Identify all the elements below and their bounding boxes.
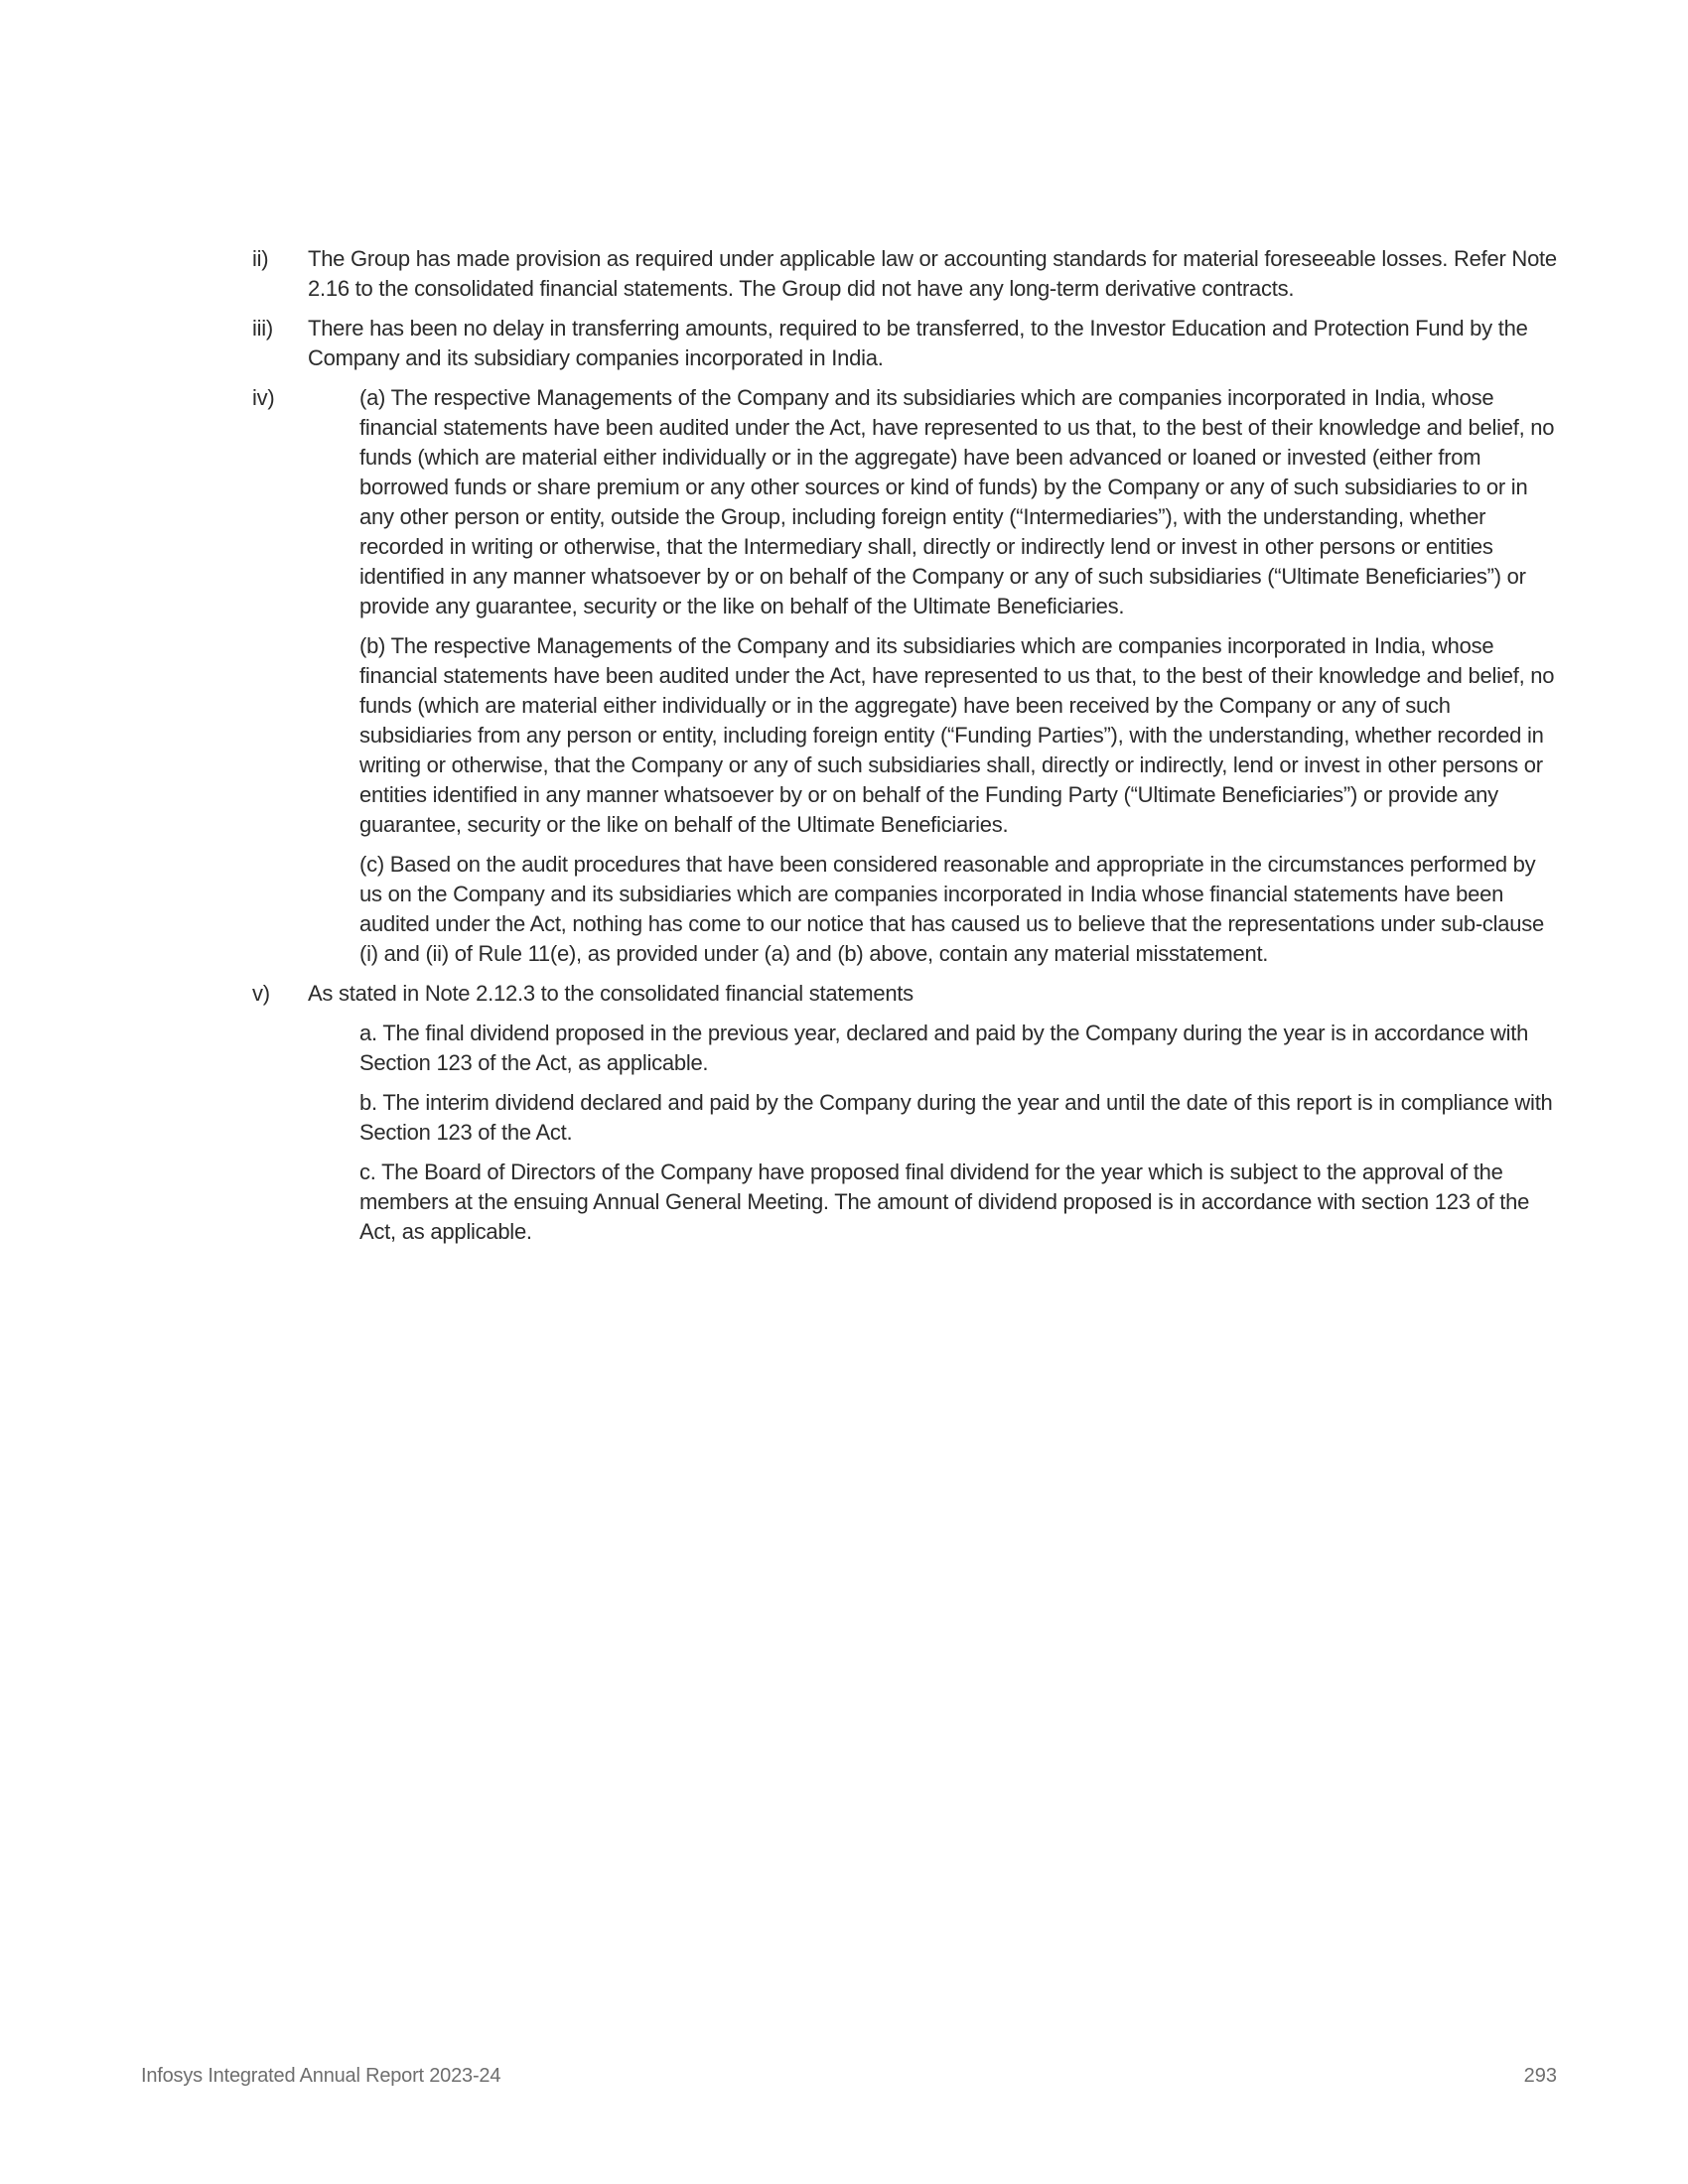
footer-page-number: 293 [1523,2065,1557,2087]
sub-clause-a: (a) The respective Managements of the Company and its subsidiaries which are companies incorporated in India, whose financial statements have been audited under the Act, have represented to us that, to the best of their knowledge and belief, no funds (which are material either individually or in the aggregate) have been advanced or loaned or invested (either from borrowed funds or share premium or any other sources or kind of funds) by the Company or any of such subsidiaries to or in any other person or entity, outside the Group, including foreign entity (“Intermediaries”), with the understanding, whether recorded in writing or otherwise, that the Intermediary shall, directly or indirectly lend or invest in other persons or entities identified in any manner whatsoever by or on behalf of the Company or any of such subsidiaries (“Ultimate Beneficiaries”) or provide any guarantee, security or the like on behalf of the Ultimate Beneficiaries. [359,385,1555,618]
clause-v [252,979,1559,1247]
sub-clause-a: a. The final dividend proposed in the previous year, declared and paid by the Company during the year is in accordance with Section 123 of the Act, as applicable. [359,1021,1529,1075]
sub-clause-c: (c) Based on the audit procedures that have been considered reasonable and appropriate in the circumstances performed by us on the Company and its subsidiaries which are companies incorporated in India whose financial statements have been audited under the Act, nothing has come to our notice that has caused us to believe that the representations under sub-clause (i) and (ii) of Rule 11(e), as provided under (a) and (b) above, contain any material misstatement. [359,852,1544,966]
sub-clause-b: (b) The respective Managements of the Company and its subsidiaries which are companies incorporated in India, whose financial statements have been audited under the Act, have represented to us that, to the best of their knowledge and belief, no funds (which are material either individually or in the aggregate) have been received by the Company or any of such subsidiaries from any person or entity, including foreign entity (“Funding Parties”), with the understanding, whether recorded in writing or otherwise, that the Company or any of such subsidiaries shall, directly or indirectly, lend or invest in other persons or entities identified in any manner whatsoever by or on behalf of the Funding Party (“Ultimate Beneficiaries”) or provide any guarantee, security or the like on behalf of the Ultimate Beneficiaries. [359,633,1555,837]
footer-report-title: Infosys Integrated Annual Report 2023-24 [141,2065,501,2087]
sub-clause-list [308,1019,1559,1247]
clause-number: iii) [252,316,273,341]
report-body [252,244,1559,1257]
sub-clause-c: c. The Board of Directors of the Company have proposed final dividend for the year which is subject to the approval of the members at the ensuing Annual General Meeting. The amount of dividend proposed is in accordance with section 123 of the Act, as applicable. [359,1160,1530,1244]
clause-number: ii) [252,246,269,271]
clause-text: There has been no delay in transferring amounts, required to be transferred, to the Investor Education and Protection Fund by the Company and its subsidiary companies incorporated in India. [308,316,1528,370]
clause-text: The Group has made provision as required under applicable law or accounting standards for material foreseeable losses. Refer Note 2.16 to the consolidated financial statements. The Group did not have any long-term derivative contracts. [308,246,1557,301]
sub-clause-b: b. The interim dividend declared and paid by the Company during the year and until the date of this report is in compliance with Section 123 of the Act. [359,1090,1553,1145]
clause-iii [252,314,1559,373]
clause-ii [252,244,1559,304]
clause-text: As stated in Note 2.12.3 to the consolidated financial statements [308,981,914,1006]
clause-iv [252,383,1559,969]
clause-number: iv) [252,385,275,410]
clause-number: v) [252,981,270,1006]
